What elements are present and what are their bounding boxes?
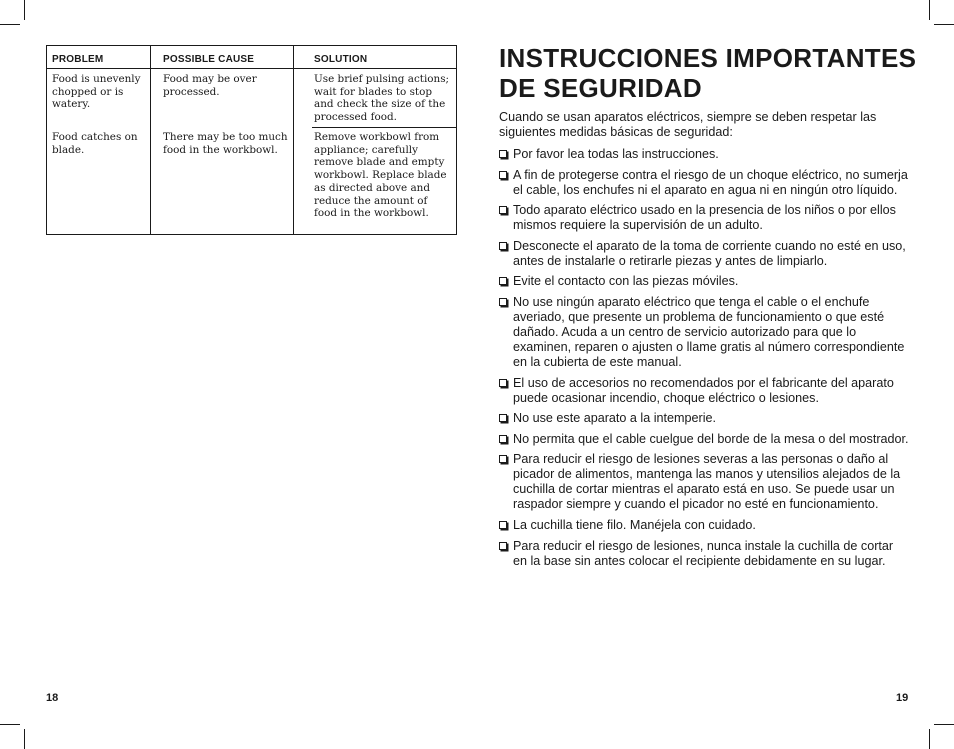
checkbox-bullet-icon (499, 171, 507, 179)
list-item: Evite el contacto con las piezas móviles. (499, 274, 909, 289)
checkbox-bullet-icon (499, 379, 507, 387)
crop-mark (24, 729, 25, 749)
list-item: No use ningún aparato eléctrico que tenga el cable o el enchufe averiado, que presente un problema de funcionamiento o que esté dañado. Acuda a un centro de servicio autorizado para que lo examinen, reparen o ajusten o llame gratis al número correspondiente en la cubierta de este manual. (499, 295, 909, 370)
page-number-right: 19 (896, 692, 909, 704)
header-solution: SOLUTION (314, 54, 368, 65)
cell-problem: Food is unevenly chopped or is watery. (52, 73, 141, 111)
checkbox-bullet-icon (499, 435, 507, 443)
crop-mark (929, 0, 930, 20)
intro-paragraph: Cuando se usan aparatos eléctricos, siempre se deben respetar las siguientes medidas básicas de seguridad: (499, 110, 877, 139)
row-divider (312, 127, 456, 128)
list-item: El uso de accesorios no recomendados por el fabricante del aparato puede ocasionar incendio, choque eléctrico o lesiones. (499, 376, 909, 406)
crop-mark (934, 24, 954, 25)
page-number-left: 18 (46, 692, 59, 704)
checkbox-bullet-icon (499, 414, 507, 422)
list-item: A fin de protegerse contra el riesgo de un choque eléctrico, no sumerja el cable, los enchufes ni el aparato en agua ni en ningún otro líquido. (499, 168, 909, 198)
column-divider (293, 46, 294, 234)
list-item: Para reducir el riesgo de lesiones severas a las personas o daño al picador de alimentos, mantenga las manos y utensilios alejados de la cuchilla de cortar mientras el aparato está en uso. Se puede usar un raspador siempre y cuando el picador no esté en funcionamiento. (499, 452, 909, 512)
checkbox-bullet-icon (499, 455, 507, 463)
safety-list (499, 147, 909, 574)
row-divider (47, 68, 456, 69)
header-problem: PROBLEM (52, 54, 104, 65)
checkbox-bullet-icon (499, 298, 507, 306)
checkbox-bullet-icon (499, 542, 507, 550)
crop-mark (934, 724, 954, 725)
checkbox-bullet-icon (499, 206, 507, 214)
list-item: Por favor lea todas las instrucciones. (499, 147, 909, 162)
crop-mark (0, 724, 20, 725)
crop-mark (0, 24, 20, 25)
list-item: La cuchilla tiene filo. Manéjela con cuidado. (499, 518, 909, 533)
checkbox-bullet-icon (499, 150, 507, 158)
cell-cause: There may be too much food in the workbowl. (163, 131, 288, 156)
troubleshooting-table (46, 45, 457, 235)
cell-solution: Use brief pulsing actions; wait for blades to stop and check the size of the processed food. (314, 73, 450, 124)
page-title: INSTRUCCIONES IMPORTANTES DE SEGURIDAD (499, 43, 917, 103)
list-item: No permita que el cable cuelgue del borde de la mesa o del mostrador. (499, 432, 909, 447)
header-possible-cause: POSSIBLE CAUSE (163, 54, 255, 65)
column-divider (150, 46, 151, 234)
list-item: Para reducir el riesgo de lesiones, nunca instale la cuchilla de cortar en la base sin antes colocar el recipiente debidamente en su lugar. (499, 539, 909, 569)
cell-solution: Remove workbowl from appliance; carefully remove blade and empty workbowl. Replace blade as directed above and reduce the amount of food in the workbowl. (314, 131, 447, 220)
crop-mark (929, 729, 930, 749)
cell-problem: Food catches on blade. (52, 131, 138, 156)
list-item: Desconecte el aparato de la toma de corriente cuando no esté en uso, antes de instalarle o retirarle piezas y antes de limpiarlo. (499, 239, 909, 269)
cell-cause: Food may be over processed. (163, 73, 257, 98)
checkbox-bullet-icon (499, 521, 507, 529)
checkbox-bullet-icon (499, 277, 507, 285)
list-item: No use este aparato a la intemperie. (499, 411, 909, 426)
checkbox-bullet-icon (499, 242, 507, 250)
list-item: Todo aparato eléctrico usado en la presencia de los niños o por ellos mismos requiere la supervisión de un adulto. (499, 203, 909, 233)
crop-mark (24, 0, 25, 20)
